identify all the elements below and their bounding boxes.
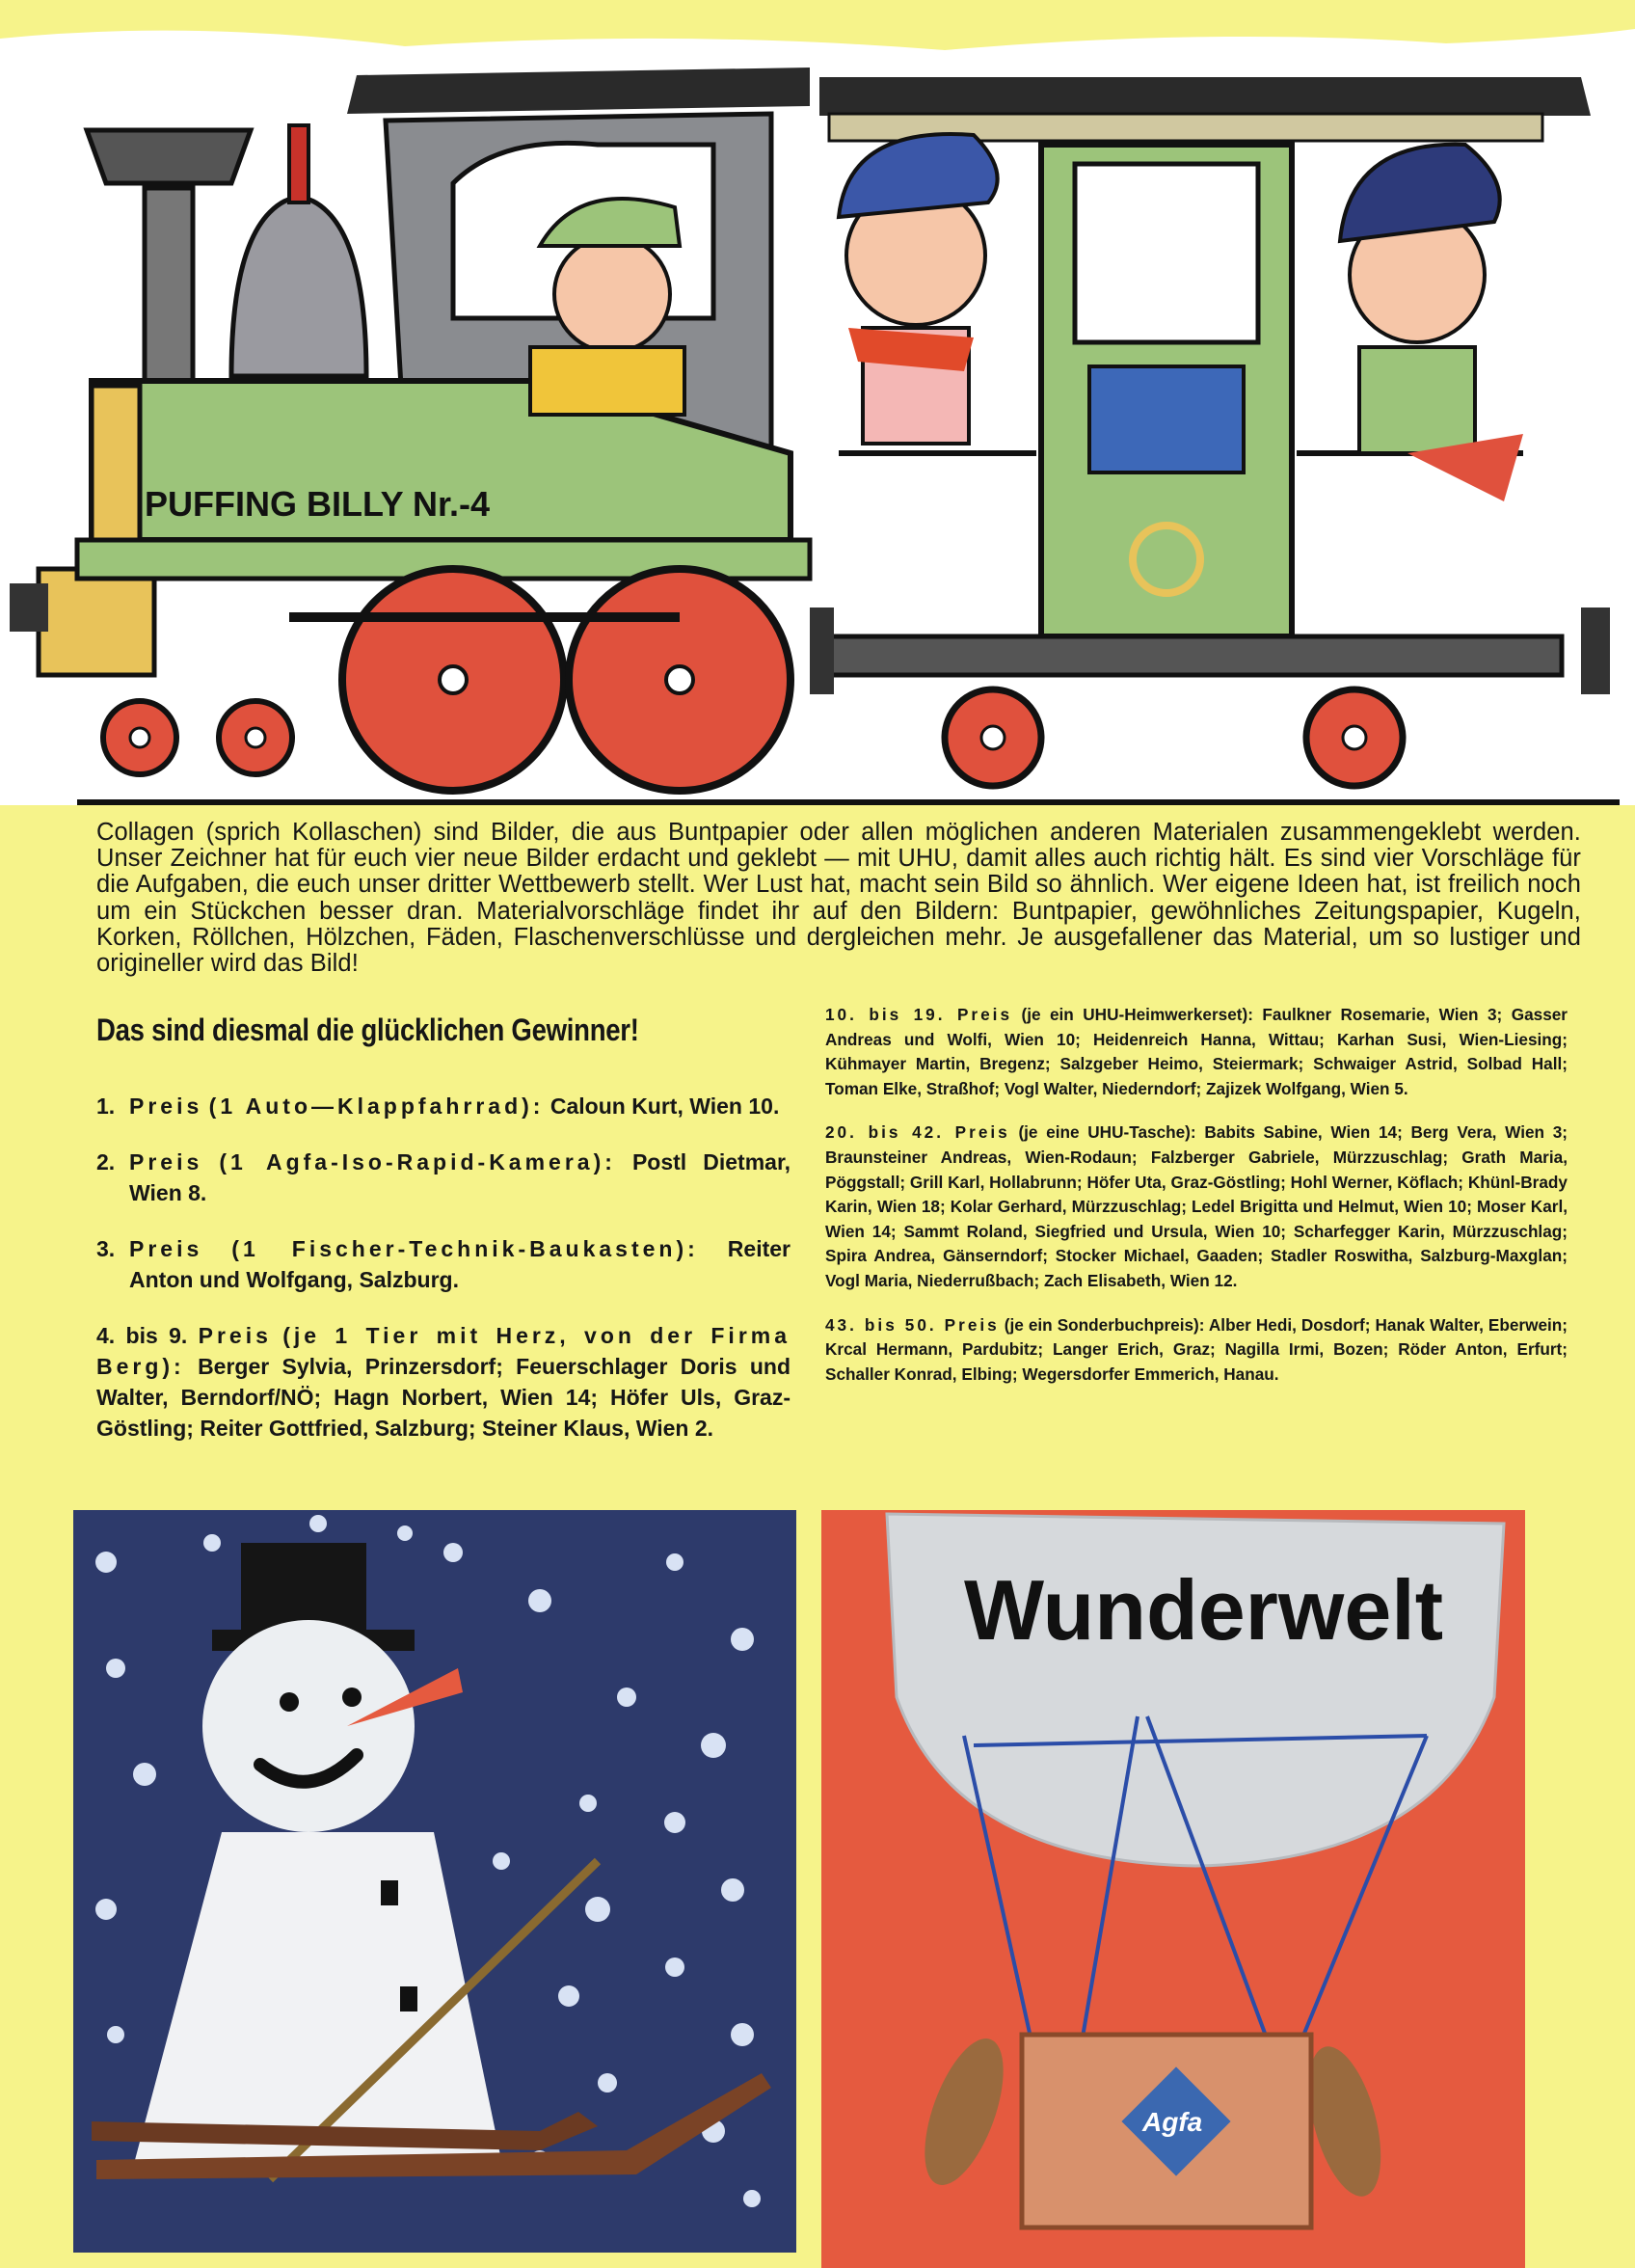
prize-entry bbox=[96, 1233, 791, 1295]
locomotive-sign: PUFFING BILLY Nr.-4 bbox=[145, 484, 491, 524]
prize-description: (je eine UHU-Tasche): bbox=[1018, 1122, 1196, 1143]
prize-label: Preis bbox=[129, 1236, 203, 1261]
prize-entry bbox=[825, 1003, 1568, 1101]
prize-range: 10. bis 19. Preis bbox=[825, 1005, 1013, 1024]
prize-description: (1 Agfa-Iso-Rapid-Kamera): bbox=[219, 1149, 616, 1174]
prize-description: (je 1 Tier mit Herz, von der Firma Berg): bbox=[96, 1323, 791, 1379]
prize-entry bbox=[96, 1320, 791, 1444]
prize-number: 2. bbox=[96, 1149, 116, 1174]
winners-heading: Das sind diesmal die glücklichen Gewinner! bbox=[96, 1012, 639, 1047]
prize-description: (je ein Sonderbuchpreis): bbox=[1004, 1314, 1205, 1335]
prize-description: (1 Auto—Klappfahrrad): bbox=[208, 1094, 545, 1119]
winners-right-column bbox=[825, 1003, 1568, 1406]
prize-winners: Babits Sabine, Wien 14; Berg Vera, Wien 3; Braunsteiner Andreas, Wien-Rodaun; Falzberger Gabriele, Mürzzuschlag; Grath Maria, Pöggstall; Grill Karl, Hollabrunn; Höfer Uta, Graz-Göstling; Hohl Werner, Köflach; Khünl-Brady Karin, Wien 18; Kolar Gerhard, Mürzzuschlag; Ledel Brigitta und Helmut, Wien 10; Moser Karl, Wien 14; Sammt Roland, Siegfried und Ursula, Wien 10; Scharfegger Karin, Mürzzuschlag; Spira Andrea, Gänserndorf; Stocker Michael, Gaaden; Stadler Roswitha, Salzburg-Maxglan; Vogl Maria, Niederrußbach; Zach Elisabeth, Wien 12. bbox=[825, 1122, 1568, 1290]
prize-label: Preis bbox=[129, 1094, 203, 1119]
prize-description: (1 Fischer-Technik-Baukasten): bbox=[231, 1236, 699, 1261]
box-logo: Agfa bbox=[1142, 2107, 1203, 2137]
prize-label: Preis bbox=[198, 1323, 272, 1348]
prize-winners: Caloun Kurt, Wien 10. bbox=[549, 1094, 780, 1119]
prize-winners: Faulkner Rosemarie, Wien 3; Gasser Andreas und Wolfi, Wien 10; Heidenreich Hanna, Wittau; Karhan Susi, Wien-Liesing; Kühmayer Martin, Bregenz; Salzgeber Heimo, Steiermark; Schwaiger Astrid, Solbad Hall; Toman Elke, Straßhof; Vogl Walter, Niederndorf; Zajizek Wolfgang, Wien 5. bbox=[825, 1005, 1568, 1098]
prize-entry bbox=[96, 1091, 791, 1121]
prize-range: 20. bis 42. Preis bbox=[825, 1122, 1010, 1143]
prize-number: 1. bbox=[96, 1094, 116, 1119]
prize-entry bbox=[825, 1313, 1568, 1388]
prize-range: 43. bis 50. Preis bbox=[825, 1314, 1000, 1335]
prize-description: (je ein UHU-Heimwerkerset): bbox=[1021, 1005, 1253, 1024]
winners-left-column bbox=[96, 1012, 791, 1469]
prize-number: 4. bis 9. bbox=[96, 1323, 188, 1348]
prize-winners: Postl Dietmar, Wien 8. bbox=[129, 1149, 791, 1205]
train-illustration bbox=[0, 0, 1635, 810]
prize-winners: Alber Hedi, Dosdorf; Hanak Walter, Eberwein; Krcal Hermann, Pardubitz; Langer Erich, Graz; Nagilla Irmi, Bozen; Röder Anton, Erfurt; Schaller Konrad, Elbing; Wegersdorfer Emmerich, Hanau. bbox=[825, 1314, 1568, 1384]
prize-label: Preis bbox=[129, 1149, 203, 1174]
prize-entry bbox=[825, 1120, 1568, 1293]
intro-paragraph: Collagen (sprich Kollaschen) sind Bilder, die aus Buntpapier oder allen möglichen anderen Materialen zusammengeklebt werden. Unser Zeichner hat für euch vier neue Bilder erdacht und geklebt — mit UHU, damit alles auch richtig hält. Es sind vier Vorschläge für die Aufgaben, die euch unser dritter Wettbewerb stellt. Wer Lust hat, macht sein Bild so ähnlich. Wer eigene Ideen hat, ist freilich noch um ein Stückchen besser dran. Materialvorschläge findet ihr auf den Bildern: Buntpapier, gewöhnliches Zeitungspapier, Kugeln, Korken, Röllchen, Hölzchen, Fäden, Flaschenverschlüsse und dergleichen mehr. Je ausgefallener das Material, um so lustiger und origineller wird das Bild! bbox=[96, 819, 1581, 978]
prize-winners: Berger Sylvia, Prinzersdorf; Feuerschlager Doris und Walter, Berndorf/NÖ; Hagn Norbert, Wien 14; Höfer Uls, Graz-Göstling; Reiter Gottfried, Salzburg; Steiner Klaus, Wien 2. bbox=[96, 1354, 791, 1441]
prize-number: 3. bbox=[96, 1236, 116, 1261]
balloon-collage bbox=[821, 1510, 1525, 2268]
balloon-text: Wunderwelt bbox=[964, 1562, 1444, 1658]
collage-photos bbox=[0, 1495, 1635, 2268]
snowman-collage bbox=[73, 1510, 796, 2253]
prize-entry bbox=[96, 1147, 791, 1208]
prize-winners: Reiter Anton und Wolfgang, Salzburg. bbox=[129, 1236, 791, 1292]
